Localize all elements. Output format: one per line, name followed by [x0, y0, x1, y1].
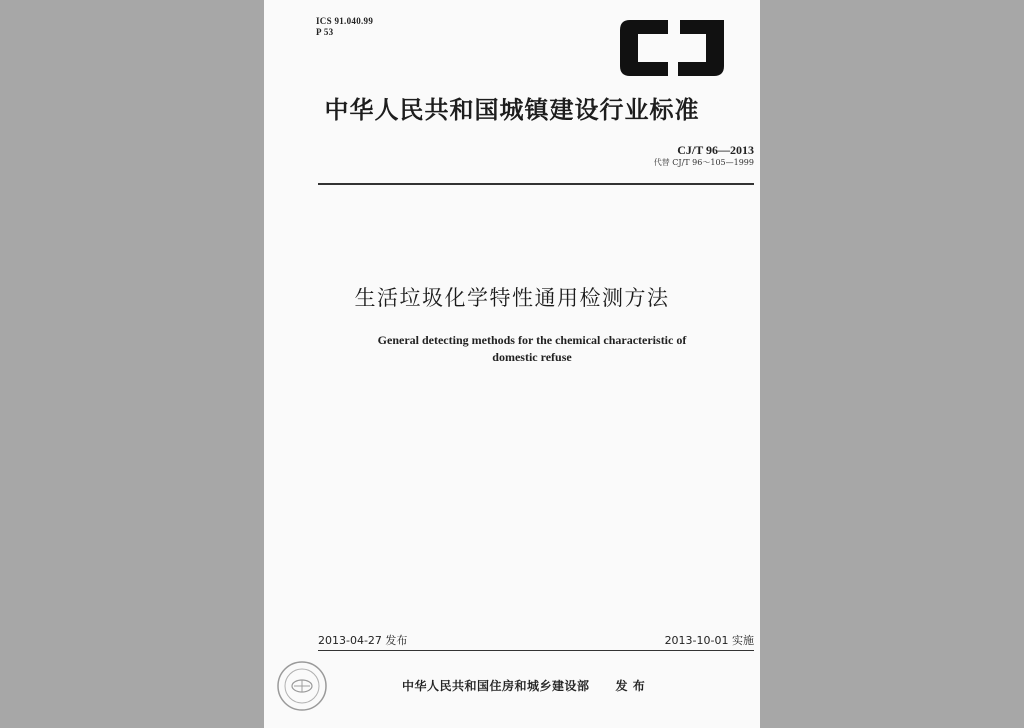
footer-divider [318, 650, 754, 651]
publisher-line [402, 677, 645, 694]
title-english-line-2: domestic refuse [492, 350, 572, 364]
issue-date: 2013-04-27 发布 [318, 634, 408, 647]
publish-word: 发 布 [615, 679, 646, 693]
document-page [264, 0, 760, 728]
p-code: P 53 [316, 27, 334, 37]
title-english [362, 332, 702, 366]
cj-logo [618, 18, 726, 78]
publisher-name: 中华人民共和国住房和城乡建设部 [402, 679, 590, 693]
standard-number: CJ/T 96—2013 [677, 143, 754, 157]
classification-codes [316, 16, 373, 38]
implementation-date: 2013-10-01 实施 [664, 634, 754, 647]
standard-category: 中华人民共和国城镇建设行业标准 [324, 96, 700, 124]
ics-code: ICS 91.040.99 [316, 16, 374, 26]
title-chinese: 生活垃圾化学特性通用检测方法 [354, 286, 670, 310]
title-english-line-1: General detecting methods for the chemical characteristic of [377, 333, 687, 347]
header-divider [318, 183, 754, 185]
publisher-seal-icon [276, 660, 328, 712]
replaces-standard: 代替 CJ/T 96～105—1999 [653, 158, 754, 167]
